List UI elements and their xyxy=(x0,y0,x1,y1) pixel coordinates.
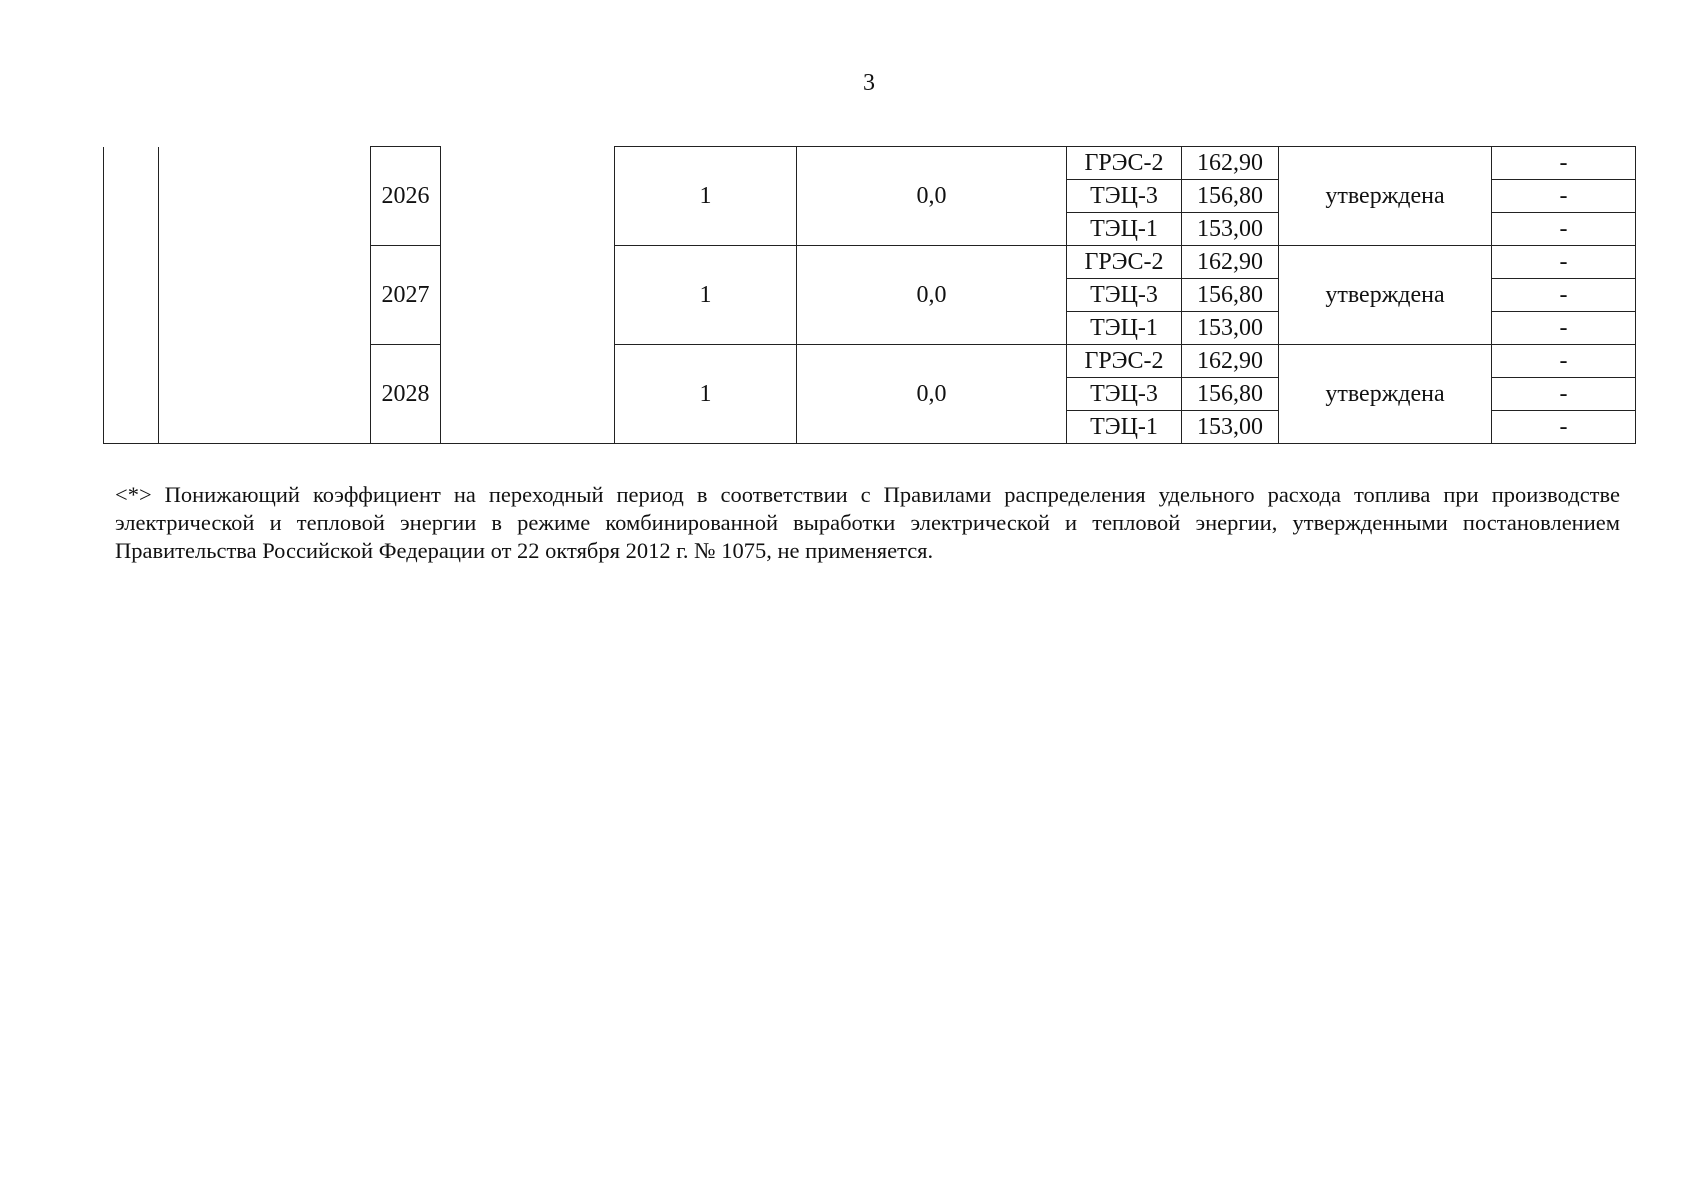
dash-cell: - xyxy=(1492,213,1636,246)
station-cell: ТЭЦ-1 xyxy=(1067,411,1182,444)
count-cell: 1 xyxy=(615,246,797,345)
dash-cell: - xyxy=(1492,147,1636,180)
dash-cell: - xyxy=(1492,345,1636,378)
data-table-container xyxy=(103,146,1636,444)
dash-cell: - xyxy=(1492,312,1636,345)
norm-value-cell: 153,00 xyxy=(1182,411,1279,444)
count-cell: 1 xyxy=(615,147,797,246)
year-cell: 2027 xyxy=(371,246,441,345)
norm-value-cell: 162,90 xyxy=(1182,246,1279,279)
station-cell: ТЭЦ-3 xyxy=(1067,279,1182,312)
value-cell: 0,0 xyxy=(797,345,1067,444)
value-cell: 0,0 xyxy=(797,246,1067,345)
station-cell: ТЭЦ-3 xyxy=(1067,378,1182,411)
station-cell: ТЭЦ-3 xyxy=(1067,180,1182,213)
dash-cell: - xyxy=(1492,246,1636,279)
dash-cell: - xyxy=(1492,279,1636,312)
norm-value-cell: 153,00 xyxy=(1182,312,1279,345)
station-cell: ГРЭС-2 xyxy=(1067,246,1182,279)
status-cell: утверждена xyxy=(1279,147,1492,246)
dash-cell: - xyxy=(1492,411,1636,444)
status-cell: утверждена xyxy=(1279,345,1492,444)
station-cell: ТЭЦ-1 xyxy=(1067,312,1182,345)
status-cell: утверждена xyxy=(1279,246,1492,345)
station-cell: ТЭЦ-1 xyxy=(1067,213,1182,246)
table-row xyxy=(104,147,1636,180)
norm-value-cell: 153,00 xyxy=(1182,213,1279,246)
table-cell-empty xyxy=(441,147,615,444)
page-number: 3 xyxy=(863,70,875,96)
dash-cell: - xyxy=(1492,378,1636,411)
year-cell: 2026 xyxy=(371,147,441,246)
footnote: <*> Понижающий коэффициент на переходный период в соответствии с Правилами распределения удельного расхода топлива при производстве электрической и тепловой энергии в режиме комбинированной выработки электрической и тепловой энергии, утвержденными постановлением Правительства Российской Федерации от 22 октября 2012 г. № 1075, не применяется. xyxy=(115,481,1620,563)
norm-value-cell: 162,90 xyxy=(1182,345,1279,378)
station-cell: ГРЭС-2 xyxy=(1067,345,1182,378)
year-cell: 2028 xyxy=(371,345,441,444)
norm-value-cell: 156,80 xyxy=(1182,279,1279,312)
norm-value-cell: 156,80 xyxy=(1182,378,1279,411)
data-table xyxy=(103,146,1636,444)
dash-cell: - xyxy=(1492,180,1636,213)
norm-value-cell: 156,80 xyxy=(1182,180,1279,213)
norm-value-cell: 162,90 xyxy=(1182,147,1279,180)
table-cell-empty xyxy=(159,147,371,444)
station-cell: ГРЭС-2 xyxy=(1067,147,1182,180)
count-cell: 1 xyxy=(615,345,797,444)
value-cell: 0,0 xyxy=(797,147,1067,246)
table-cell-empty xyxy=(104,147,159,444)
